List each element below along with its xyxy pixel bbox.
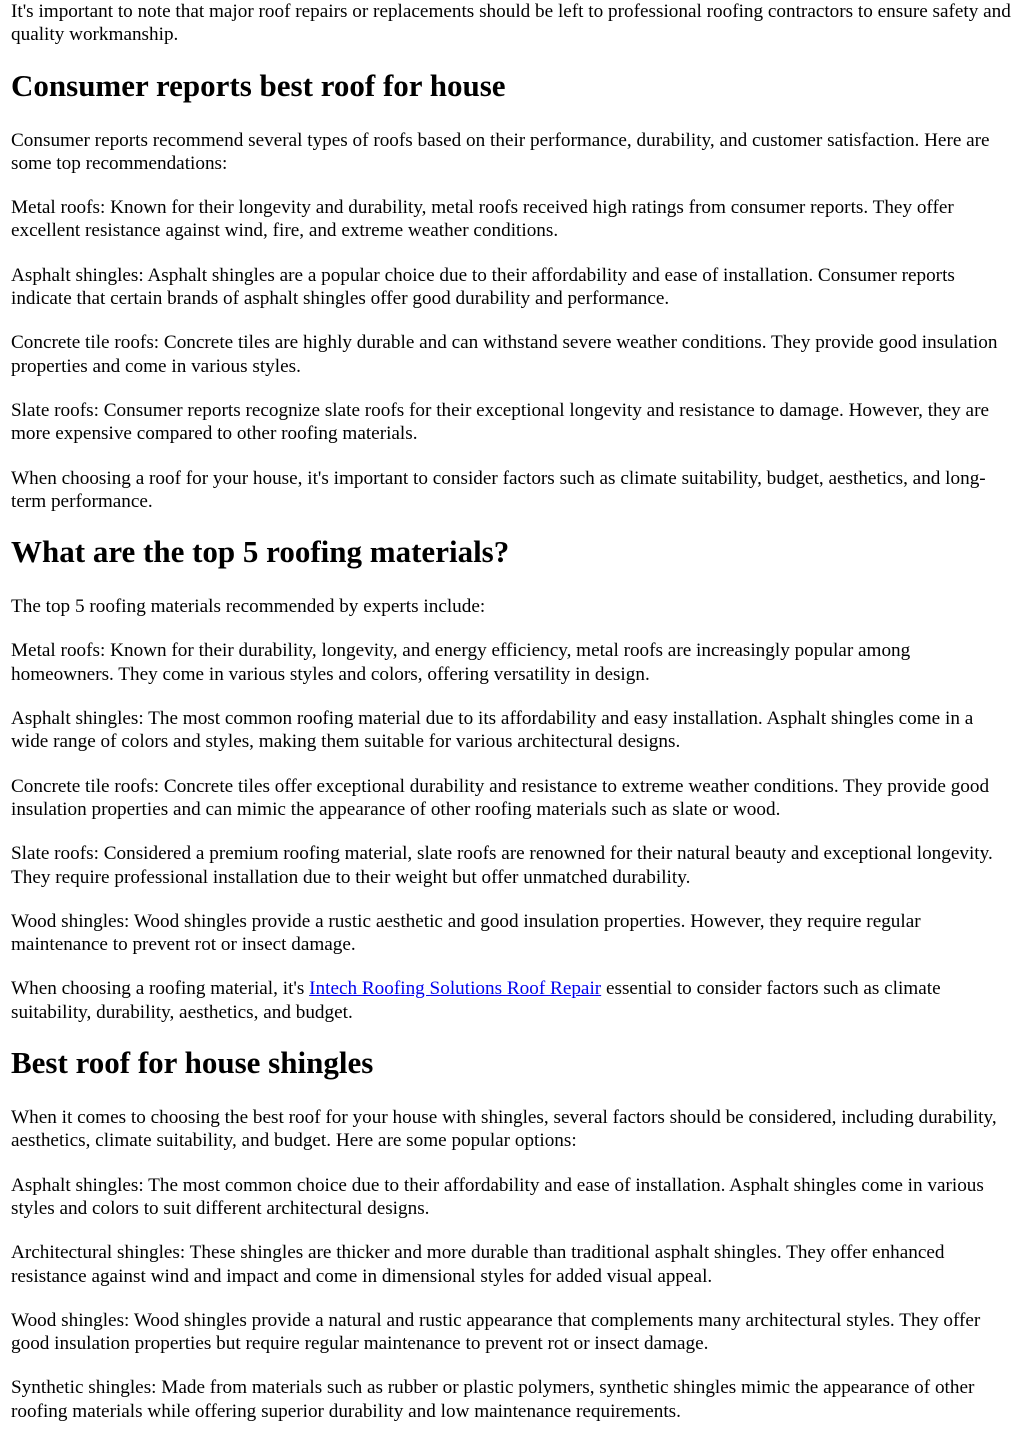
paragraph: Architectural shingles: These shingles are thicker and more durable than traditional asphalt shingles. They offer enhanced resistance against wind and impact and come in dimensional styles for added visual appeal. (11, 1242, 945, 1287)
paragraph: Concrete tile roofs: Concrete tiles offer exceptional durability and resistance to extreme weather conditions. They provide good insulation properties and can mimic the appearance of other roofing materials such as slate or wood. (11, 775, 990, 820)
paragraph: Slate roofs: Considered a premium roofing material, slate roofs are renowned for their natural beauty and exceptional longevity. They require professional installation due to their weight but offer unmatched durability. (11, 843, 993, 888)
paragraph: Asphalt shingles: The most common roofing material due to its affordability and easy installation. Asphalt shingles come in a wide range of colors and styles, making them suitable for various architectural designs. (11, 708, 974, 753)
paragraph: Wood shingles: Wood shingles provide a rustic aesthetic and good insulation properties. However, they require regular maintenance to prevent rot or insect damage. (11, 910, 921, 956)
paragraph: Synthetic shingles: Made from materials such as rubber or plastic polymers, synthetic shingles mimic the appearance of other roofing materials while offering superior durability and low maintenance requirements. (11, 1377, 975, 1422)
paragraph: Consumer reports recommend several types of roofs based on their performance, durability, and customer satisfaction. Here are some top recommendations: (11, 129, 990, 174)
closing-text-after: essential to consider factors such as climate suitability, durability, aesthetics, and budget. (11, 978, 941, 1023)
section-heading-best-shingles: Best roof for house shingles (11, 1045, 374, 1081)
section-heading-consumer-reports: Consumer reports best roof for house (11, 67, 506, 103)
closing-text-before: When choosing a roofing material, it's (11, 978, 310, 1000)
section-heading-top-5-materials: What are the top 5 roofing materials? (11, 534, 510, 570)
paragraph: Slate roofs: Consumer reports recognize slate roofs for their exceptional longevity and resistance to damage. However, they are more expensive compared to other roofing materials. (11, 399, 989, 445)
paragraph: When choosing a roof for your house, it's important to consider factors such as climate suitability, budget, aesthetics, and long-term performance. (11, 467, 986, 512)
paragraph: Asphalt shingles: The most common choice due to their affordability and ease of installation. Asphalt shingles come in various styles and colors to suit different architectural designs. (11, 1174, 984, 1219)
paragraph: Concrete tile roofs: Concrete tiles are highly durable and can withstand severe weather conditions. They provide good insulation properties and come in various styles. (11, 332, 998, 377)
paragraph: Metal roofs: Known for their durability, longevity, and energy efficiency, metal roofs are increasingly popular among homeowners. They come in various styles and colors, offering versatility in design. (11, 640, 911, 685)
paragraph: Metal roofs: Known for their longevity and durability, metal roofs received high ratings from consumer reports. They offer excellent resistance against wind, fire, and extreme weather conditions. (11, 197, 954, 242)
intech-roofing-link[interactable]: Intech Roofing Solutions Roof Repair (309, 978, 602, 1000)
paragraph: The top 5 roofing materials recommended by experts include: (11, 596, 486, 618)
paragraph: Wood shingles: Wood shingles provide a natural and rustic appearance that complements many architectural styles. They offer good insulation properties but require regular maintenance to prevent rot or insect damage. (11, 1309, 981, 1355)
paragraph: When it comes to choosing the best roof for your house with shingles, several factors should be considered, including durability, aesthetics, climate suitability, and budget. Here are some popular options: (11, 1107, 997, 1152)
closing-paragraph (11, 977, 1014, 1024)
paragraph: Asphalt shingles: Asphalt shingles are a popular choice due to their affordability and ease of installation. Consumer reports indicate that certain brands of asphalt shingles offer good durability and performance. (11, 264, 955, 310)
intro-paragraph: It's important to note that major roof repairs or replacements should be left to professional roofing contractors to ensure safety and quality workmanship. (11, 1, 1011, 46)
